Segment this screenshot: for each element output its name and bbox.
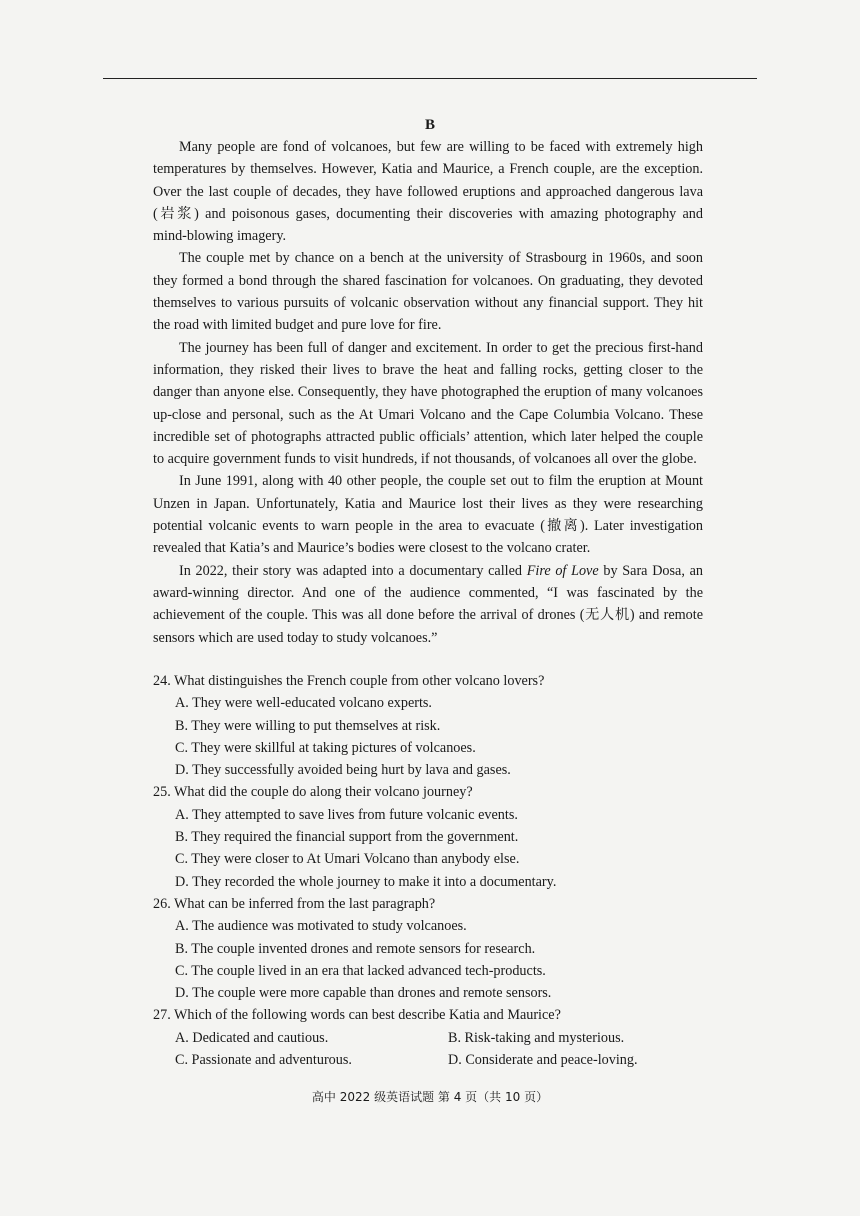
passage-paragraph-2: The couple met by chance on a bench at the university of Strasbourg in 1960s, and soon they formed a bond through the shared fascination for volcanoes. On graduating, they devoted themselves to various pursuits of volcanic observation without any financial support. They hit the road with limited budget and pure love for fire. — [153, 250, 703, 334]
passage-paragraph-1: Many people are fond of volcanoes, but few are willing to be faced with extremely high temperatures by themselves. However, Katia and Maurice, a French couple, are the exception. Over the last couple of decades, they have followed eruptions and approached dangerous lava (岩浆) and poisonous gases, documenting their discoveries with amazing photography and mind-blowing imagery. — [153, 139, 703, 245]
question-26 — [153, 893, 713, 1004]
option-a: A. The audience was motivated to study volcanoes. — [175, 918, 467, 935]
question-stem: 26. What can be inferred from the last paragraph? — [153, 895, 436, 912]
option-d: D. Considerate and peace-loving. — [448, 1052, 638, 1069]
question-stem: 25. What did the couple do along their volcano journey? — [153, 784, 473, 801]
option-b: B. They were willing to put themselves at risk. — [175, 717, 441, 734]
option-c: C. They were closer to At Umari Volcano than anybody else. — [175, 851, 520, 868]
option-d: D. They recorded the whole journey to make it into a documentary. — [175, 873, 557, 890]
question-stem: 24. What distinguishes the French couple from other volcano lovers? — [153, 673, 545, 689]
header-rule — [103, 78, 757, 79]
option-b: B. They required the financial support from the government. — [175, 829, 519, 846]
option-a: A. Dedicated and cautious. — [175, 1029, 329, 1046]
question-24 — [153, 670, 713, 781]
option-c: C. Passionate and adventurous. — [175, 1052, 352, 1069]
section-heading: B — [424, 117, 435, 133]
option-d: D. They successfully avoided being hurt by lava and gases. — [175, 762, 511, 779]
option-a: A. They attempted to save lives from future volcanic events. — [175, 806, 518, 823]
page-footer: 高中 2022 级英语试题 第 4 页（共 10 页） — [311, 1090, 549, 1104]
p5-before: In 2022, their story was adapted into a documentary called — [179, 562, 527, 579]
reading-passage — [153, 136, 703, 649]
option-a: A. They were well-educated volcano experts. — [175, 695, 432, 712]
option-d: D. The couple were more capable than drones and remote sensors. — [175, 985, 552, 1002]
option-grid — [153, 1027, 713, 1072]
option-c: C. They were skillful at taking pictures of volcanoes. — [175, 739, 476, 756]
question-27 — [153, 1004, 713, 1071]
passage-paragraph-4: In June 1991, along with 40 other people, the couple set out to film the eruption at Mount Unzen in Japan. Unfortunately, Katia and Maurice lost their lives as they were researching potential volcanic events to warn people in the area to evacuate (撤离). Later investigation revealed that Katia’s and Maurice’s bodies were closest to the volcano crater. — [153, 473, 703, 557]
question-list — [153, 670, 713, 1071]
p5-after: by Sara Dosa, an award-winning director. And one of the audience commented, “I was fascinated by the achievement of the couple. This was all done before the arrival of drones (无人机) and remote sensors which are used today to study volcanoes.” — [153, 562, 703, 646]
option-b: B. Risk-taking and mysterious. — [448, 1029, 625, 1046]
question-25 — [153, 781, 713, 892]
option-c: C. The couple lived in an era that lacked advanced tech-products. — [175, 962, 546, 979]
passage-paragraph-5 — [153, 560, 703, 649]
documentary-title: Fire of Love — [526, 562, 599, 579]
question-stem: 27. Which of the following words can best describe Katia and Maurice? — [153, 1007, 561, 1024]
passage-paragraph-3: The journey has been full of danger and excitement. In order to get the precious first-hand information, they risked their lives to brave the heat and falling rocks, getting closer to the danger than anyone else. Consequently, they have photographed the eruption of many volcanoes up-close and personal, such as the At Umari Volcano and the Cape Columbia Volcano. These incredible set of photographs attracted public officials’ attention, which later helped the couple to acquire government funds to visit hundreds, if not thousands, of volcanoes all over the globe. — [153, 339, 703, 468]
option-b: B. The couple invented drones and remote sensors for research. — [175, 940, 536, 957]
